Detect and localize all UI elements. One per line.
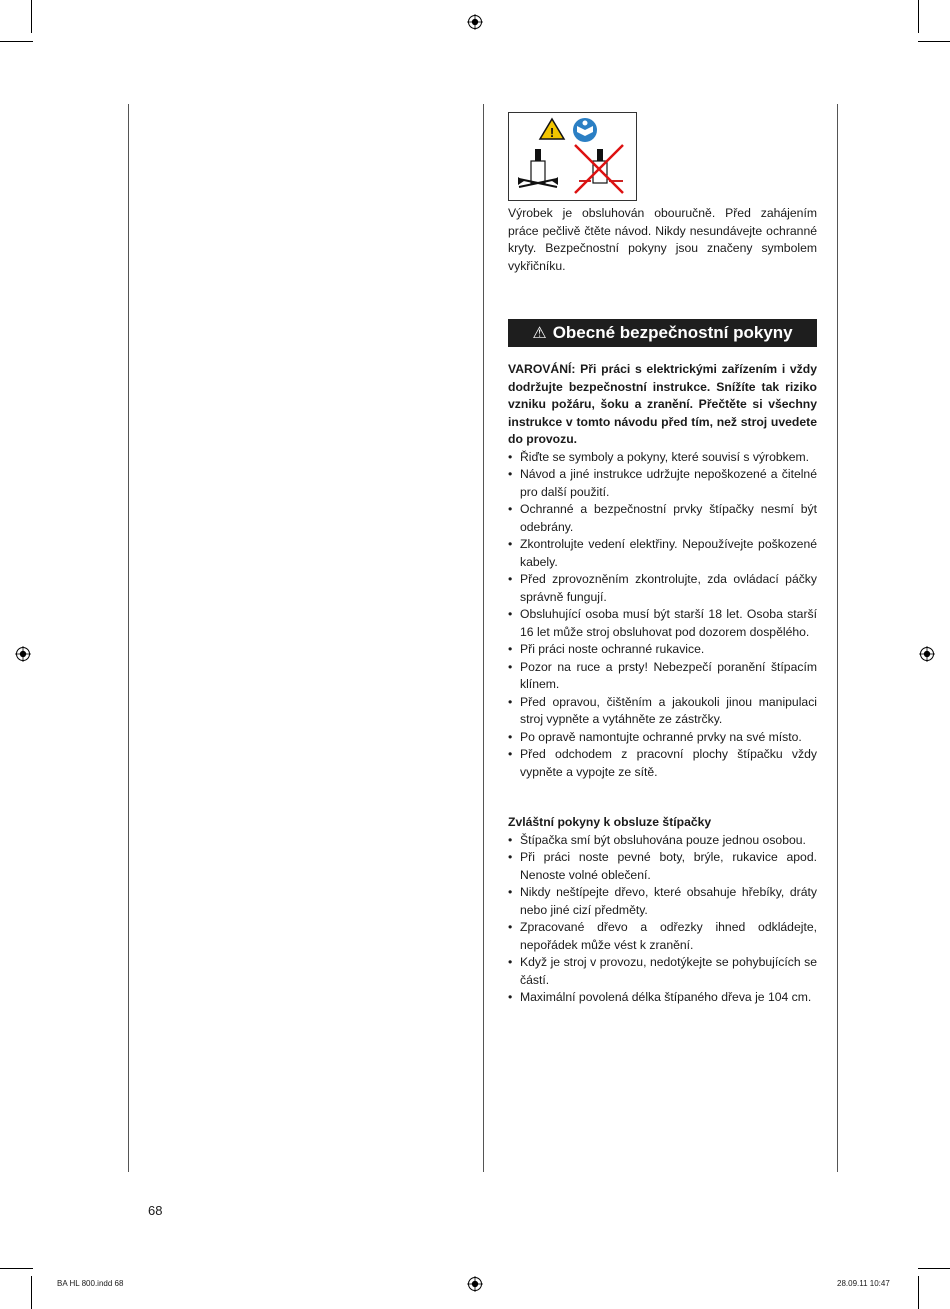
subsection-heading: Zvláštní pokyny k obsluze štípačky — [508, 815, 712, 829]
column-rule — [483, 104, 484, 1172]
general-safety-list — [508, 449, 817, 782]
list-item: • Při práci noste ochranné rukavice. — [508, 641, 817, 659]
page-number: 68 — [148, 1203, 163, 1218]
crop-mark — [918, 41, 950, 42]
crop-mark — [31, 1276, 32, 1309]
svg-text:!: ! — [549, 125, 555, 140]
list-item: • Návod a jiné instrukce udržujte nepoškozené a čitelné pro další použití. — [508, 466, 817, 501]
safety-pictogram — [508, 112, 637, 201]
crop-mark — [918, 1276, 919, 1309]
section-heading-general-safety — [508, 319, 817, 347]
list-item: • Při práci noste pevné boty, brýle, rukavice apod. Nenoste volné oblečení. — [508, 849, 817, 884]
list-item: • Štípačka smí být obsluhována pouze jednou osobou. — [508, 832, 817, 850]
read-manual-icon — [573, 118, 597, 142]
list-item: • Maximální povolená délka štípaného dřeva je 104 cm. — [508, 989, 817, 1007]
warning-paragraph: VAROVÁNÍ: Při práci s elektrickými zařízením i vždy dodržujte bezpečnostní instrukce. Snížíte tak riziko vzniku požáru, šoku a zranění. Přečtěte si všechny instrukce v tomto návodu před tím, než stroj uvedete do provozu. — [508, 362, 817, 446]
general-safety-section — [508, 361, 817, 781]
list-item: • Řiďte se symboly a pokyny, které souvisí s výrobkem. — [508, 449, 817, 467]
splitter-operation-section — [508, 814, 817, 1007]
crop-mark — [31, 0, 32, 33]
crop-mark — [0, 41, 33, 42]
list-item: • Před odchodem z pracovní plochy štípačku vždy vypněte a vypojte ze sítě. — [508, 746, 817, 781]
crop-mark — [0, 1268, 33, 1269]
list-item: • Obsluhující osoba musí být starší 18 let. Osoba starší 16 let může stroj obsluhovat pod dozorem dospělého. — [508, 606, 817, 641]
one-hand-operation-prohibited-icon — [575, 145, 623, 193]
registration-mark-icon — [15, 646, 31, 662]
list-item: • Zpracované dřevo a odřezky ihned odkládejte, nepořádek může vést k zranění. — [508, 919, 817, 954]
intro-paragraph: Výrobek je obsluhován obouručně. Před zahájením práce pečlivě čtěte návod. Nikdy nesundávejte ochranné kryty. Bezpečnostní pokyny jsou značeny symbolem vykřičníku. — [508, 206, 817, 273]
list-item: • Když je stroj v provozu, nedotýkejte se pohybujících se částí. — [508, 954, 817, 989]
crop-mark — [918, 1268, 950, 1269]
list-item: • Nikdy neštípejte dřevo, které obsahuje hřebíky, dráty nebo jiné cizí předměty. — [508, 884, 817, 919]
registration-mark-icon — [467, 1276, 483, 1292]
list-item: • Zkontrolujte vedení elektřiny. Nepoužívejte poškozené kabely. — [508, 536, 817, 571]
list-item: • Pozor na ruce a prsty! Nebezpečí poranění štípacím klínem. — [508, 659, 817, 694]
crop-mark — [918, 0, 919, 33]
list-item: • Ochranné a bezpečnostní prvky štípačky nesmí být odebrány. — [508, 501, 817, 536]
registration-mark-icon — [919, 646, 935, 662]
warning-triangle-icon: ⚠ — [532, 325, 547, 342]
warning-icon — [540, 119, 564, 140]
column-rule — [128, 104, 129, 1172]
list-item: • Před opravou, čištěním a jakoukoli jinou manipulaci stroj vypněte a vytáhněte ze zástrčky. — [508, 694, 817, 729]
registration-mark-icon — [467, 14, 483, 30]
two-hand-operation-correct-icon — [518, 149, 558, 187]
list-item: • Po opravě namontujte ochranné prvky na své místo. — [508, 729, 817, 747]
list-item: • Před zprovozněním zkontrolujte, zda ovládací páčky správně fungují. — [508, 571, 817, 606]
slug-file: BA HL 800.indd 68 — [57, 1279, 124, 1288]
slug-date: 28.09.11 10:47 — [837, 1279, 890, 1288]
splitter-operation-list — [508, 832, 817, 1007]
section-heading-text: Obecné bezpečnostní pokyny — [552, 323, 793, 342]
column-rule — [837, 104, 838, 1172]
